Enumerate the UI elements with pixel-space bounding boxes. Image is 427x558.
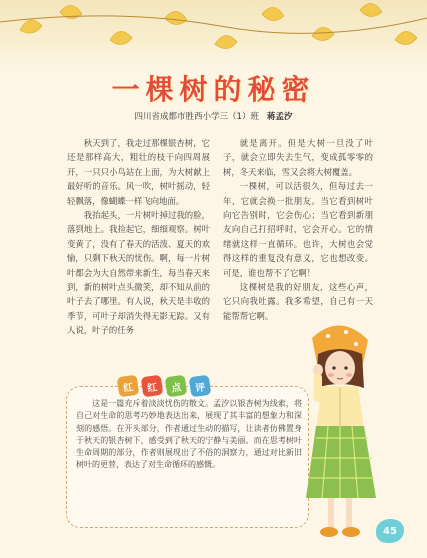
ginkgo-leaf-icon (20, 20, 42, 33)
paragraph: 秋天到了，我走过那棵银杏树，它还是那样高大，粗壮的枝干向四周展开，一只只小鸟站在上面，为大树献上最好听的音乐。风一吹，树叶摇动，轻轻飘落，像蝴蝶一样飞向地面。 (67, 138, 210, 206)
article-title: 一棵树的秘密 (111, 73, 316, 106)
school-class: 四川省成都市胜西小学三（1）班 (134, 112, 259, 122)
article-byline (0, 110, 427, 122)
ginkgo-leaf-icon (110, 31, 132, 44)
paragraph: 一棵树，可以活很久，但每过去一年，它就会换一批朋友。当它看到树叶向它告别时，它会伤心；当它看到新朋友向自己打招呼时，它会开心。它的情绪就这样一直循环。也许，大树也会觉得这样的重复没有意义，它也想改变。可是，谁也帮不了它啊！ (223, 181, 373, 278)
page-number: 45 (376, 519, 404, 543)
paragraph: 就是离开。但是大树一旦没了叶子，就会立即失去生气，变成孤零零的树，冬天来临，雪又会将大树覆盖。 (223, 138, 373, 177)
ginkgo-leaf-icon (360, 3, 382, 16)
ginkgo-leaf-icon (165, 11, 187, 24)
comment-text: 这是一篇充斥着淡淡忧伤的散文。孟汐以银杏树为线索，将自己对生命的思考巧妙地表达出来，展现了其丰富的想象力和深刻的感悟。在开头部分，作者通过生动的描写，让读者仿佛置身于秋天的银杏树下，感受到了秋天的宁静与美丽。而在思考树叶生命周期的部分，作者则展现出了不俗的洞察力，通过对比新旧树叶的更替，表达了对生命循环的感慨。 (76, 399, 302, 470)
comment-badge: 红 (141, 375, 164, 398)
ginkgo-leaf-icon (215, 35, 237, 48)
comment-badge: 评 (189, 375, 212, 398)
article-column-left (67, 136, 210, 338)
comment-badges (118, 376, 210, 396)
comment-badge: 点 (165, 375, 188, 398)
article-column-right (223, 136, 373, 323)
ginkgo-leaf-icon (262, 7, 284, 20)
comment-badge: 红 (117, 375, 140, 398)
paragraph: 我抬起头，一片树叶掉过我的脸，落到地上。我捡起它，细细观察。树叶变黄了，没有了春天的活泼、夏天的欢愉，只剩下秋天的忧伤。啊，每一片树叶都会为大自然带来新生，每当春天来到，新的树叶点头微笑，却不知从前的叶子去了哪里。有人说，秋天是丰收的季节，可叶子却消失得无影无踪。又有人说，叶子的任务 (67, 210, 210, 336)
author-name: 蒋孟汐 (266, 112, 293, 122)
ginkgo-leaf-icon (312, 27, 334, 40)
paragraph: 这棵树是我的好朋友，这些心声，它只向我吐露。我多希望，自己有一天能帮帮它啊。 (223, 282, 373, 321)
ginkgo-leaves-decoration (0, 0, 427, 70)
girl-illustration (300, 318, 380, 543)
ginkgo-leaf-icon (395, 31, 417, 44)
